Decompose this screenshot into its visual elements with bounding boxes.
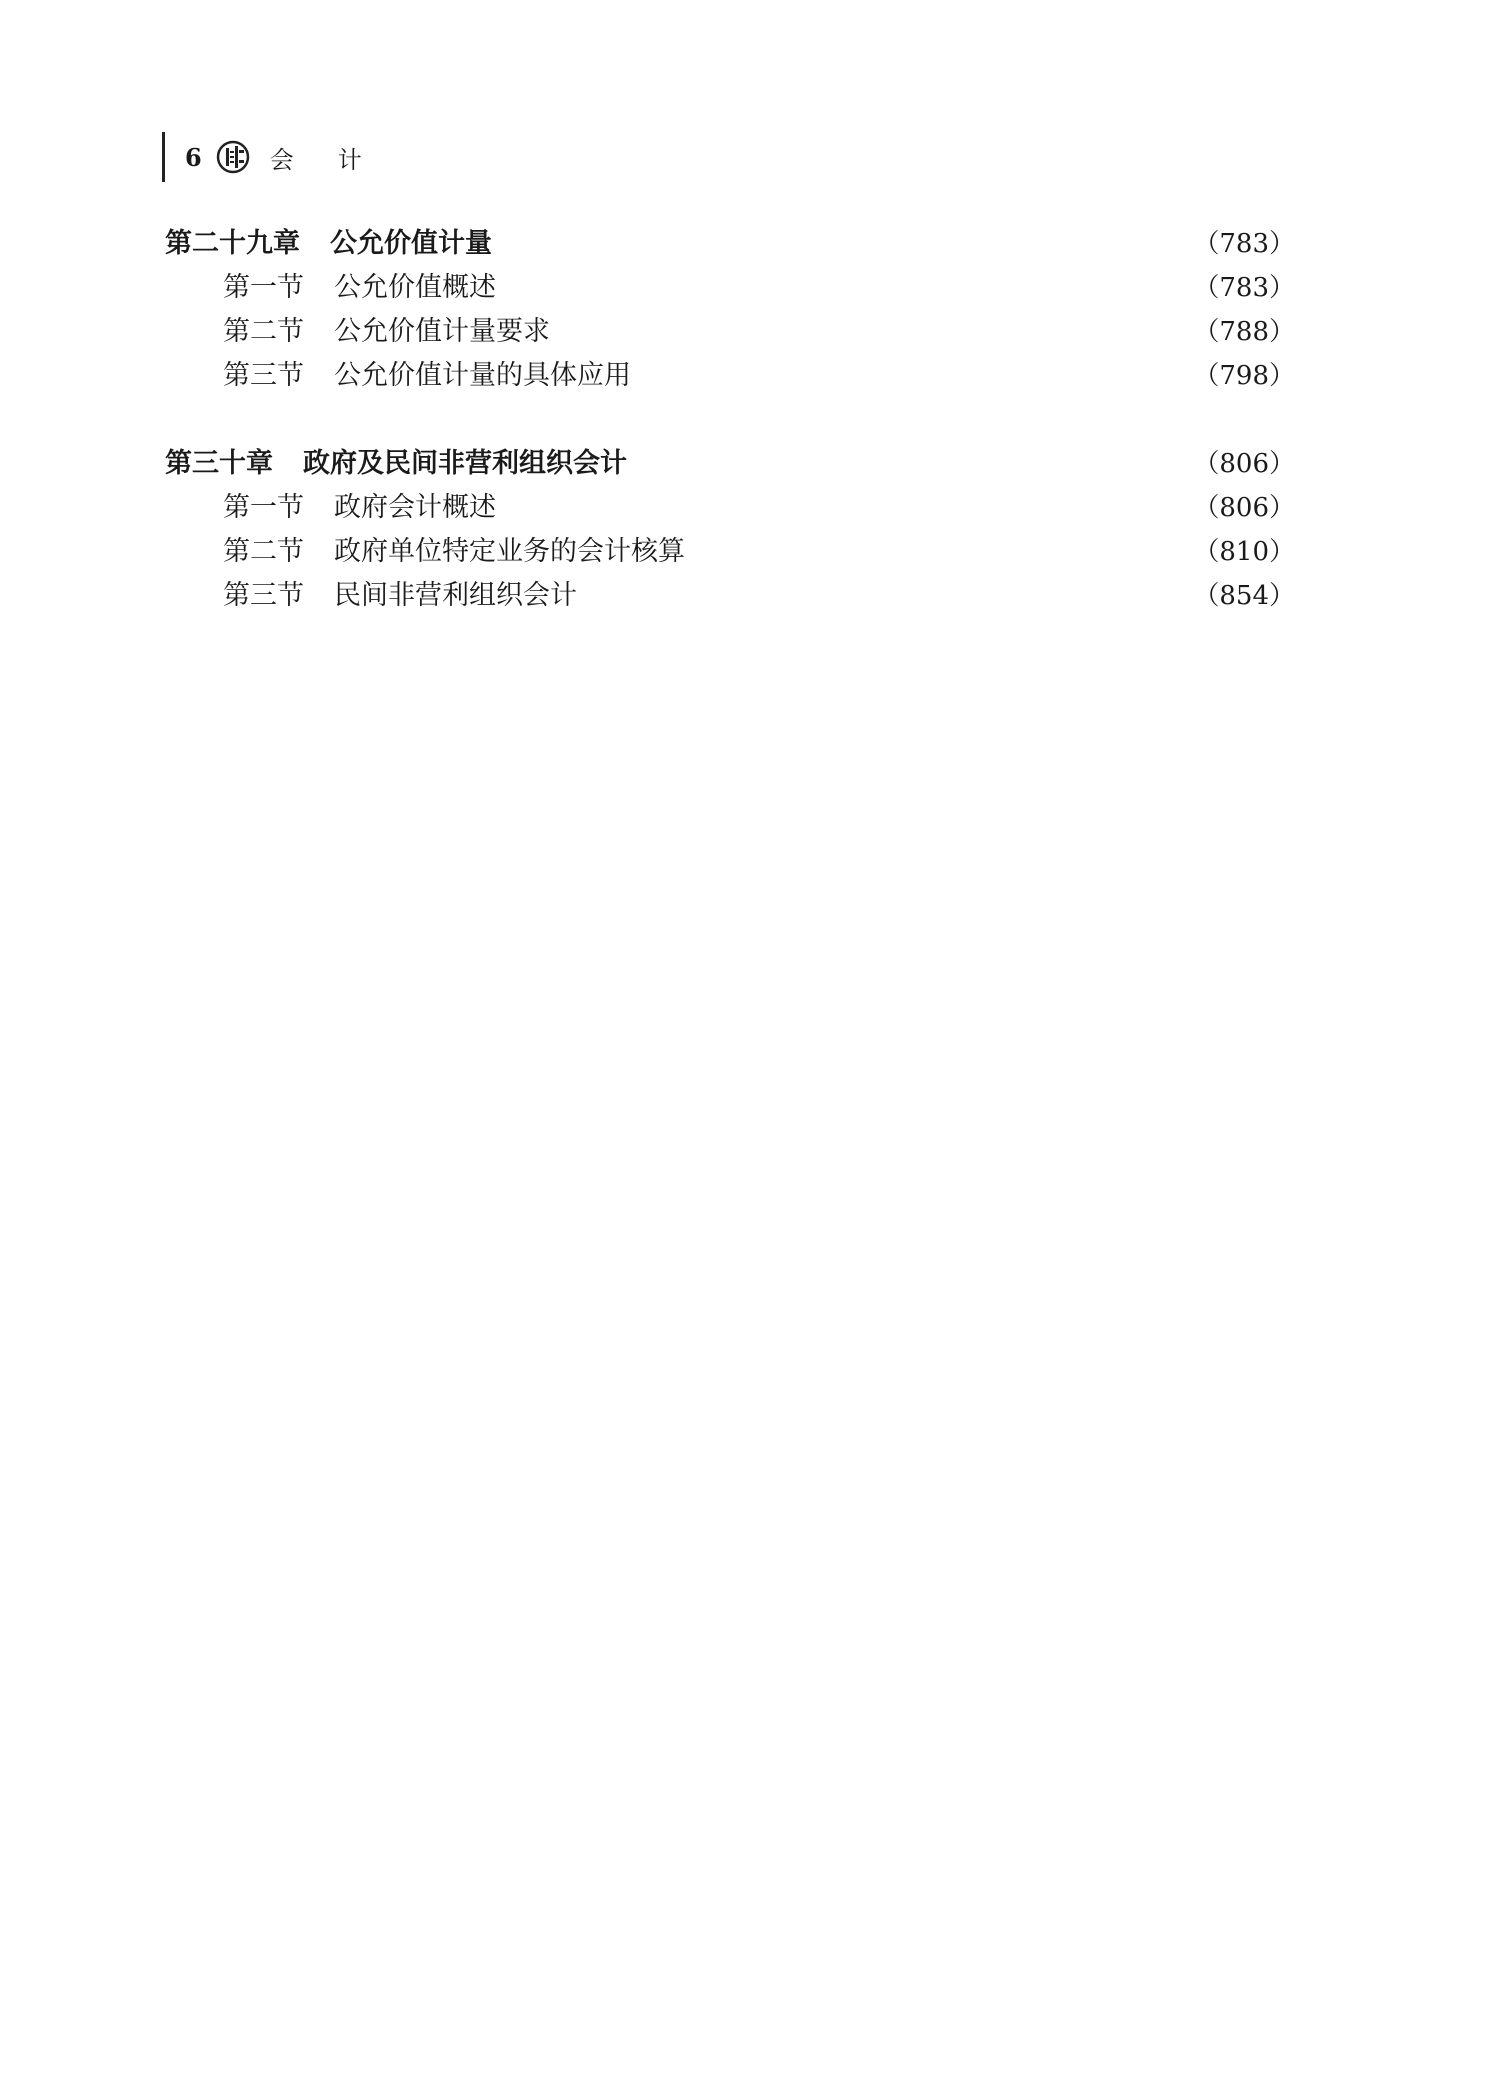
section-label: 第一节 <box>223 492 304 523</box>
page-ref: （783） <box>1193 229 1295 259</box>
toc-section[interactable] <box>165 486 1295 530</box>
chapter-label: 第三十章 <box>165 448 273 479</box>
toc-chapter-29[interactable] <box>165 222 1295 266</box>
toc-section[interactable] <box>165 574 1295 618</box>
chapter-label: 第二十九章 <box>165 228 300 259</box>
book-title: 会计 <box>269 145 406 174</box>
dot-leader <box>510 486 1183 530</box>
dot-leader <box>506 222 1183 266</box>
page-ref: （788） <box>1193 317 1295 347</box>
toc-section[interactable] <box>165 266 1295 310</box>
page-ref: （854） <box>1193 581 1295 611</box>
toc-section[interactable] <box>165 310 1295 354</box>
dot-leader <box>564 310 1183 354</box>
toc-chapter-30[interactable] <box>165 442 1295 486</box>
dot-leader <box>591 574 1183 618</box>
page-ref: （810） <box>1193 537 1295 567</box>
chapter-title: 公允价值计量 <box>330 228 492 259</box>
publisher-logo-icon <box>216 140 250 174</box>
section-title: 民间非营利组织会计 <box>334 580 577 611</box>
dot-leader <box>641 442 1183 486</box>
section-title: 公允价值计量要求 <box>334 316 550 347</box>
section-title: 政府会计概述 <box>334 492 496 523</box>
toc-section[interactable] <box>165 354 1295 398</box>
section-label: 第二节 <box>223 536 304 567</box>
dot-leader <box>699 530 1183 574</box>
page-ref: （806） <box>1193 493 1295 523</box>
section-label: 第二节 <box>223 316 304 347</box>
header-rule <box>162 132 165 182</box>
running-header <box>162 132 406 182</box>
section-label: 第一节 <box>223 272 304 303</box>
page-ref: （806） <box>1193 449 1295 479</box>
dot-leader <box>645 354 1183 398</box>
section-title: 公允价值概述 <box>334 272 496 303</box>
section-title: 政府单位特定业务的会计核算 <box>334 536 685 567</box>
dot-leader <box>510 266 1183 310</box>
section-label: 第三节 <box>223 580 304 611</box>
section-label: 第三节 <box>223 360 304 391</box>
page-ref: （798） <box>1193 361 1295 391</box>
chapter-title: 政府及民间非营利组织会计 <box>303 448 627 479</box>
section-title: 公允价值计量的具体应用 <box>334 360 631 391</box>
page-ref: （783） <box>1193 273 1295 303</box>
page-number: 6 <box>185 142 202 172</box>
toc-section[interactable] <box>165 530 1295 574</box>
